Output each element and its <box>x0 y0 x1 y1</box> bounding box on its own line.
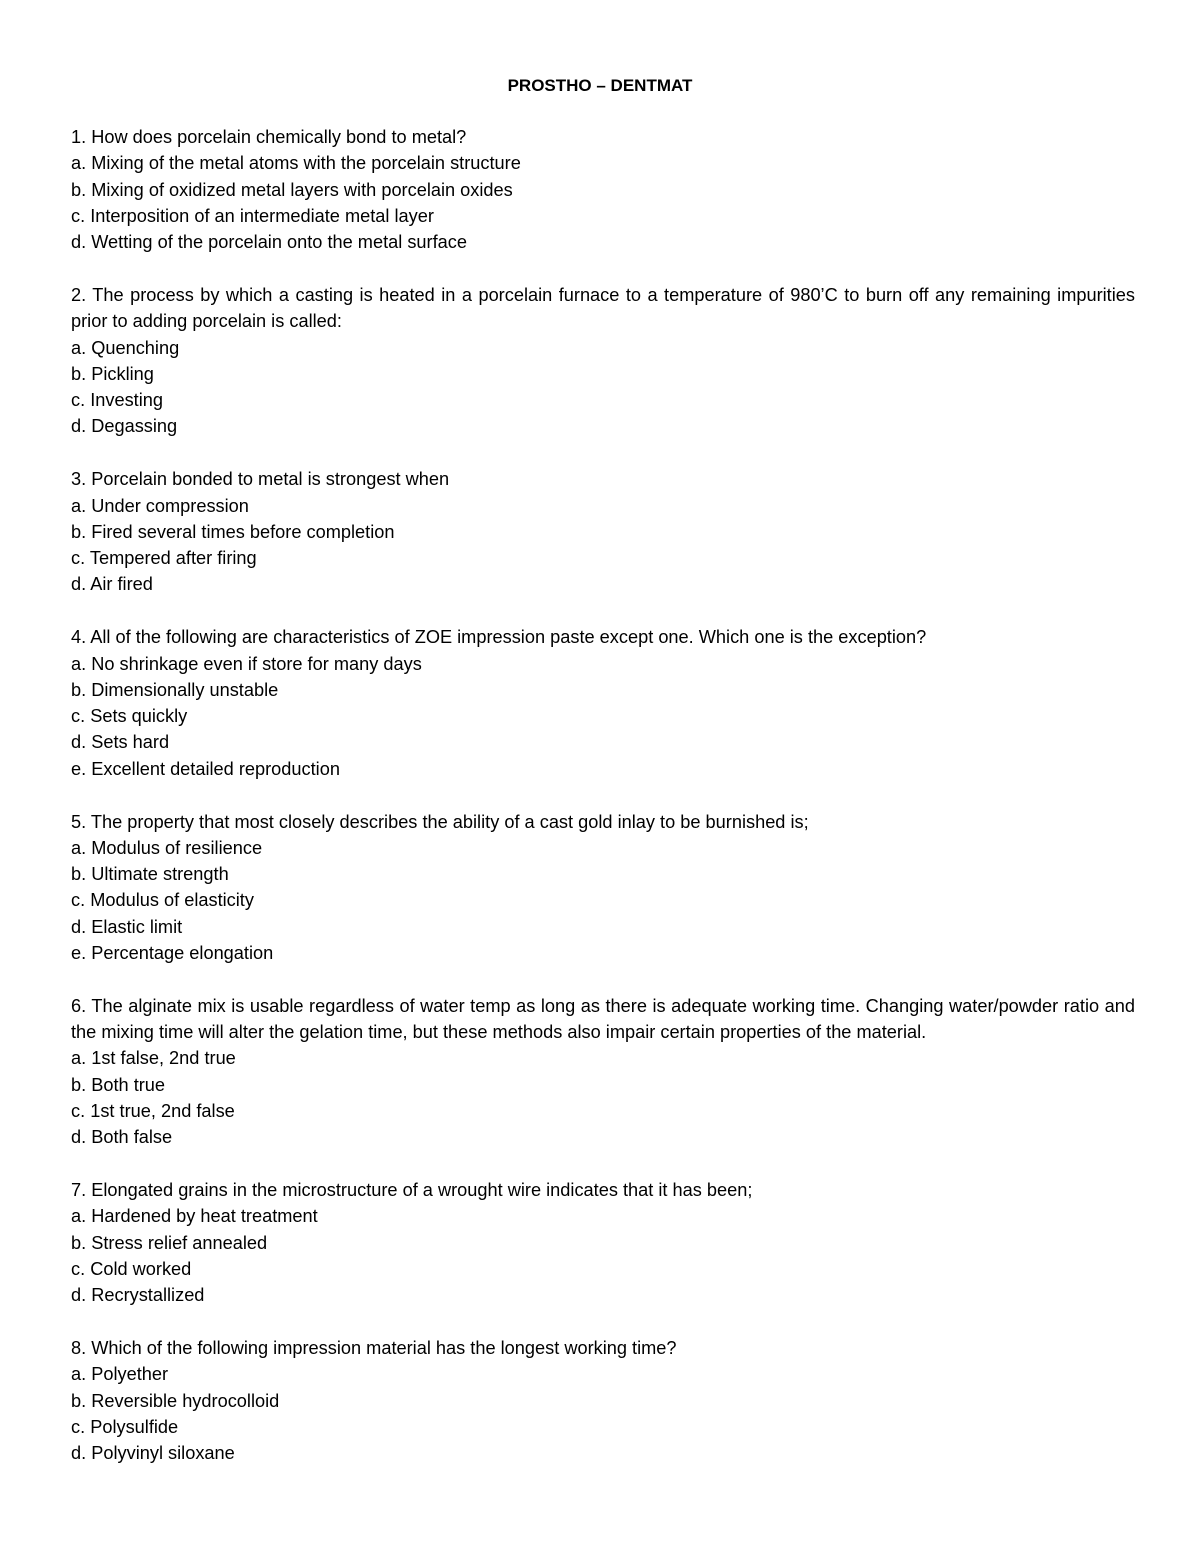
answer-option: e. Excellent detailed reproduction <box>71 758 340 779</box>
answer-option: c. Modulus of elasticity <box>71 890 254 911</box>
answer-option: b. Dimensionally unstable <box>71 679 279 700</box>
question-stem: 5. The property that most closely describes the ability of a cast gold inlay to be burnished is; <box>71 811 809 832</box>
answer-option: a. Polyether <box>71 1364 169 1385</box>
answer-option: c. Sets quickly <box>71 706 188 727</box>
question-stem: 4. All of the following are characteristics of ZOE impression paste except one. Which one is the exception? <box>71 627 927 648</box>
answer-option: a. Quenching <box>71 337 180 358</box>
answer-option: a. Hardened by heat treatment <box>71 1206 318 1227</box>
document-title: PROSTHO – DENTMAT <box>507 76 693 95</box>
question-8 <box>71 1335 1135 1466</box>
answer-option: b. Fired several times before completion <box>71 521 395 542</box>
answer-option: a. Modulus of resilience <box>71 837 263 858</box>
question-stem: 2. The process by which a casting is heated in a porcelain furnace to a temperature of 980’C to burn off any remaining impurities prior to adding porcelain is called: <box>71 284 1135 332</box>
question-7 <box>71 1177 1135 1308</box>
answer-option: b. Stress relief annealed <box>71 1232 268 1253</box>
answer-option: a. Under compression <box>71 495 249 516</box>
answer-option: c. Tempered after firing <box>71 548 257 569</box>
answer-option: d. Both false <box>71 1127 173 1148</box>
question-6 <box>71 993 1135 1151</box>
question-stem: 7. Elongated grains in the microstructure of a wrought wire indicates that it has been; <box>71 1180 753 1201</box>
answer-option: a. No shrinkage even if store for many days <box>71 653 422 674</box>
question-list <box>71 124 1135 1493</box>
answer-option: b. Pickling <box>71 363 154 384</box>
question-stem: 6. The alginate mix is usable regardless of water temp as long as there is adequate working time. Changing water/powder ratio and the mixing time will alter the gelation time, but these methods also impair certain properties of the material. <box>71 995 1135 1043</box>
answer-option: a. Mixing of the metal atoms with the porcelain structure <box>71 153 521 174</box>
answer-option: c. Investing <box>71 390 163 411</box>
answer-option: b. Mixing of oxidized metal layers with porcelain oxides <box>71 179 513 200</box>
answer-option: a. 1st false, 2nd true <box>71 1048 236 1069</box>
answer-option: d. Degassing <box>71 416 178 437</box>
question-stem: 3. Porcelain bonded to metal is strongest when <box>71 469 450 490</box>
answer-option: e. Percentage elongation <box>71 943 274 964</box>
answer-option: b. Ultimate strength <box>71 864 229 885</box>
answer-option: c. Interposition of an intermediate metal layer <box>71 205 434 226</box>
answer-option: d. Elastic limit <box>71 916 183 937</box>
answer-option: d. Air fired <box>71 574 153 595</box>
question-4 <box>71 624 1135 782</box>
question-5 <box>71 809 1135 967</box>
answer-option: b. Both true <box>71 1074 166 1095</box>
answer-option: c. Cold worked <box>71 1258 192 1279</box>
answer-option: b. Reversible hydrocolloid <box>71 1390 280 1411</box>
question-stem: 1. How does porcelain chemically bond to metal? <box>71 127 467 147</box>
answer-option: c. Polysulfide <box>71 1416 179 1437</box>
answer-option: d. Sets hard <box>71 732 170 753</box>
question-2 <box>71 282 1135 440</box>
question-stem: 8. Which of the following impression material has the longest working time? <box>71 1338 677 1359</box>
answer-option: d. Recrystallized <box>71 1285 205 1306</box>
answer-option: d. Wetting of the porcelain onto the metal surface <box>71 232 467 253</box>
question-3 <box>71 466 1135 597</box>
answer-option: c. 1st true, 2nd false <box>71 1101 235 1121</box>
answer-option: d. Polyvinyl siloxane <box>71 1443 235 1464</box>
question-1 <box>71 124 1135 255</box>
